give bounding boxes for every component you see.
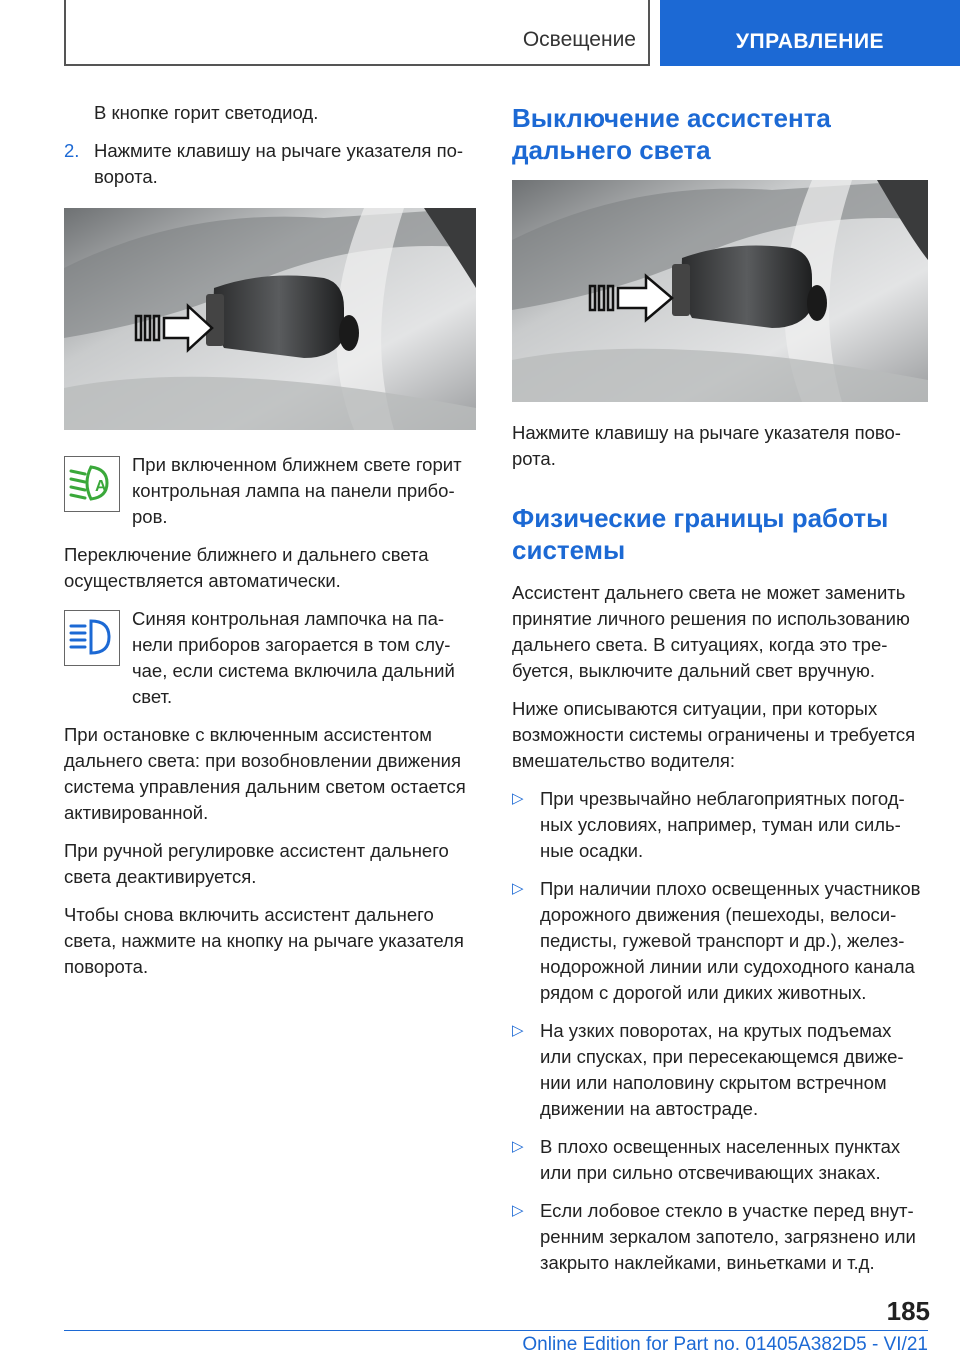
footer-divider (64, 1330, 928, 1331)
list-item: ▷ При наличии плохо освещенных участников дорожного движения (пешеходы, велосипедисты, гужевой транспорт и др.), железнодорожной линии или судоходного канала рядом с дорогой или диких животных. (512, 878, 921, 1003)
list-item: ▷ В плохо освещенных населенных пунктах или при сильно отсвечивающих знаках. (512, 1136, 901, 1183)
high-beam-indicator-icon (64, 610, 120, 666)
heading-system-limits: Физические границы работы системы (512, 503, 889, 565)
switching-paragraph: Переключение ближнего и дальнего света осуществляется автоматически. (64, 544, 429, 591)
bullet-marker-icon: ▷ (512, 790, 524, 807)
step-2 (64, 138, 476, 190)
right-column (512, 102, 928, 1288)
heading-turn-off: Выключение ассистента дальнего света (512, 103, 831, 165)
header-chapter-tab (660, 0, 960, 66)
low-beam-indicator-icon (64, 456, 120, 512)
stop-paragraph: При остановке с включенным ассистентом дальнего света: при возобновлении движения система управления дальним светом остается активированной. (64, 724, 466, 823)
header-section-box (64, 0, 650, 66)
footer-edition: Online Edition for Part no. 01405A382D5 - VI/21 (522, 1334, 928, 1355)
list-item: ▷ На узких поворотах, на крутых подъемах или спусках, при пересекающемся движении или наполовину скрытом встречном движении на автостраде. (512, 1020, 904, 1119)
limits-list (512, 786, 928, 1276)
header-chapter-title: УПРАВЛЕНИЕ (735, 30, 885, 53)
turn-off-paragraph: Нажмите клавишу на рычаге указателя поворота. (512, 422, 901, 469)
header-section-title: Освещение (522, 28, 636, 51)
bullet-marker-icon: ▷ (512, 880, 524, 897)
bullet-marker-icon: ▷ (512, 1022, 524, 1039)
bullet-marker-icon: ▷ (512, 1138, 524, 1155)
bullet-marker-icon: ▷ (512, 1202, 524, 1219)
left-column (64, 100, 476, 992)
intro-paragraph: В кнопке горит светодиод. (94, 102, 319, 123)
svg-text:A: A (95, 478, 107, 495)
high-beam-indicator-note (64, 606, 476, 710)
turn-signal-lever-photo-1 (64, 208, 476, 430)
list-item: ▷ При чрезвычайно неблагоприятных погодных условиях, например, туман или сильные осадки. (512, 788, 905, 861)
step-2-text: Нажмите клавишу на рычаге указателя поворота. (94, 140, 464, 187)
reactivate-paragraph: Чтобы снова включить ассистент дальнего света, нажмите на кнопку на рычаге указателя поворота. (64, 904, 464, 977)
limits-paragraph-2: Ниже описываются ситуации, при которых возможности системы ограничены и требуется вмешательство водителя: (512, 698, 916, 771)
high-beam-indicator-text: Синяя контрольная лампочка на панели приборов загорается в том случае, если система включила дальний свет. (132, 608, 455, 707)
low-beam-indicator-note (64, 452, 476, 530)
manual-paragraph: При ручной регулировке ассистент дальнего света деактивируется. (64, 840, 449, 887)
step-2-number: 2. (64, 140, 80, 161)
limits-paragraph-1: Ассистент дальнего света не может заменить принятие личного решения по использованию дальнего света. В ситуациях, когда это требуется, выключите дальний свет вручную. (512, 582, 910, 681)
list-item: ▷ Если лобовое стекло в участке перед внутренним зеркалом запотело, загрязнено или закрыто наклейками, виньетками и т.д. (512, 1200, 916, 1273)
low-beam-indicator-text: При включенном ближнем свете горит контрольная лампа на панели приборов. (132, 454, 462, 527)
page-number: 185 (886, 1296, 930, 1326)
turn-signal-lever-photo-2 (512, 180, 928, 402)
